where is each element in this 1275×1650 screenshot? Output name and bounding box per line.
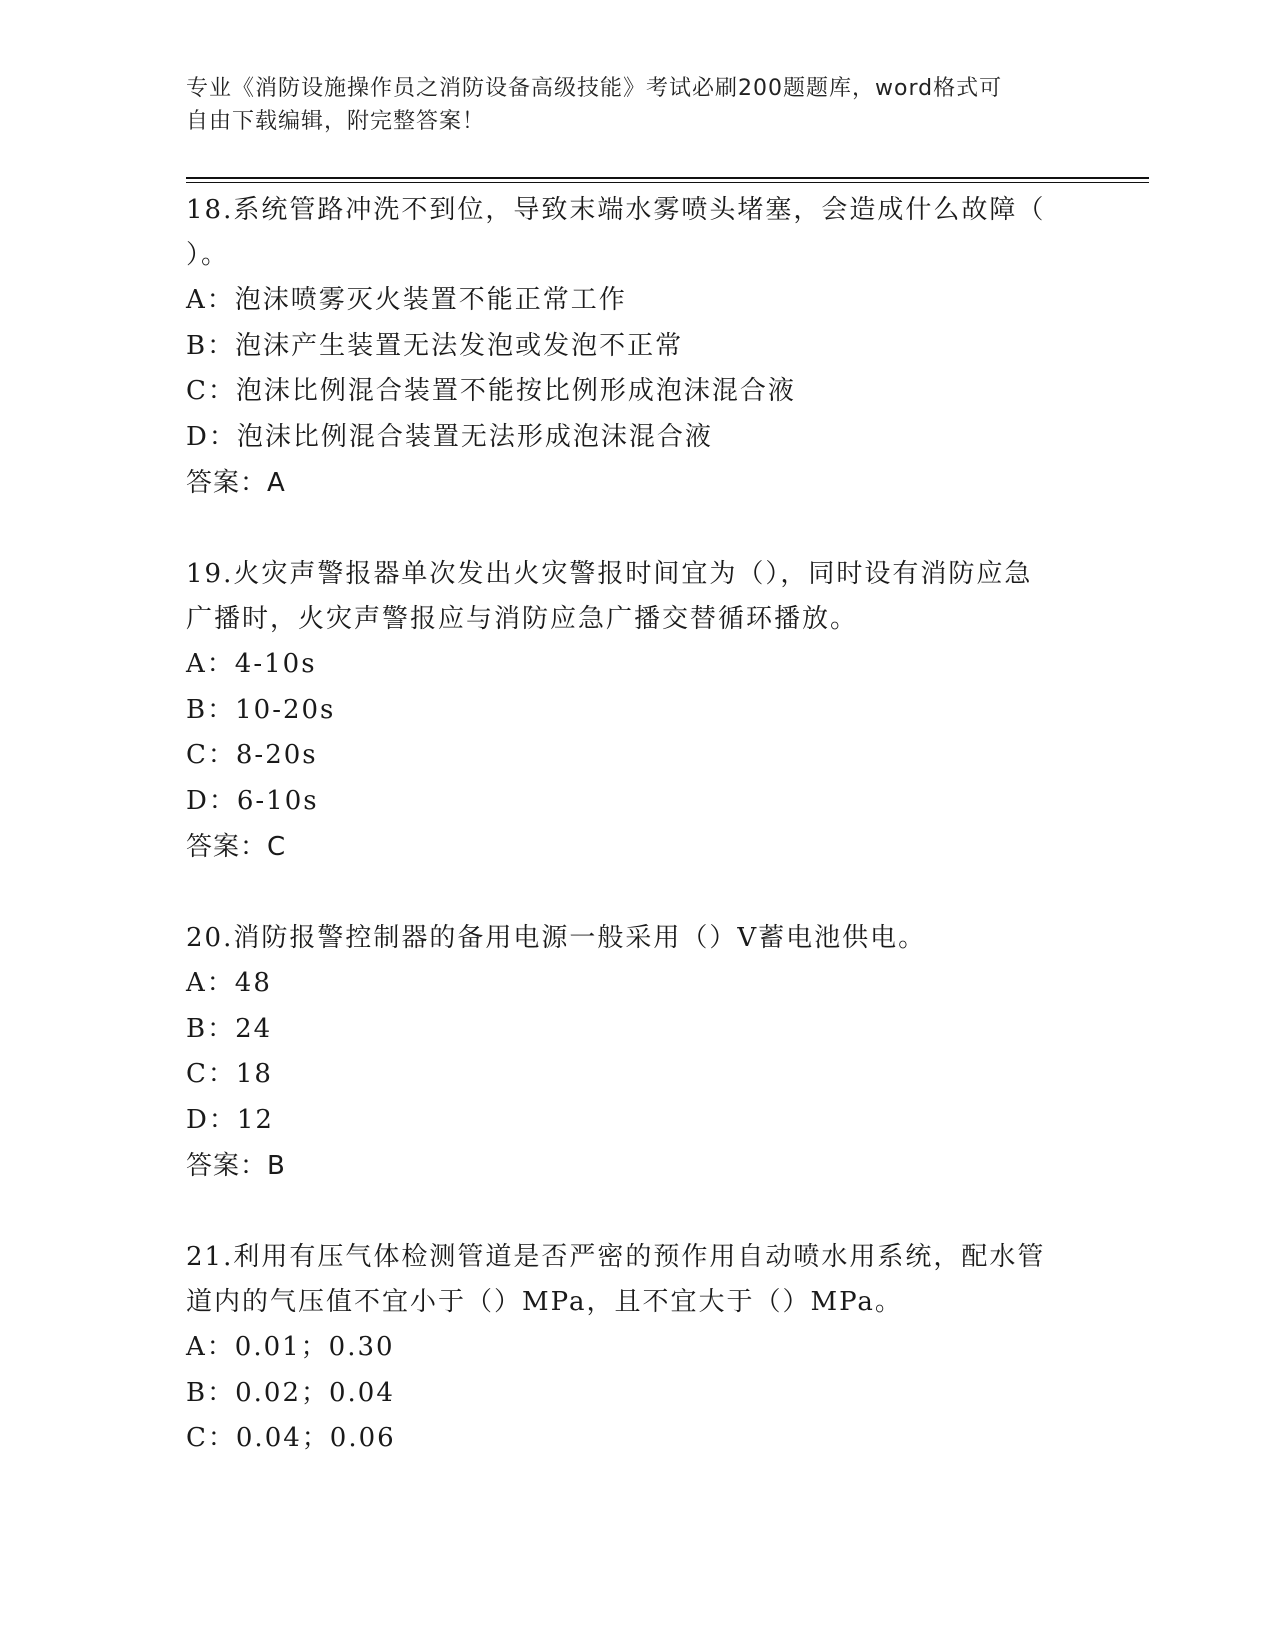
option-c: C：18: [186, 1059, 273, 1089]
option-a: A：0.01；0.30: [186, 1332, 395, 1362]
option-b: B：0.02；0.04: [186, 1377, 395, 1408]
header-title-line-1: 专业《消防设施操作员之消防设备高级技能》考试必刷200题题库，word格式可: [186, 76, 1003, 101]
option-d: D：12: [186, 1104, 274, 1135]
question-text-continued: 广播时，火灾声警报应与消防应急广播交替循环播放。: [186, 604, 859, 634]
option-d: D：泡沫比例混合装置无法形成泡沫混合液: [186, 421, 713, 452]
option-c: C：0.04；0.06: [186, 1423, 396, 1453]
answer-line: 答案：B: [186, 1151, 286, 1181]
option-b: B：泡沫产生装置无法发泡或发泡不正常: [186, 330, 684, 361]
option-a: A：4-10s: [186, 649, 317, 679]
question-text: 19.火灾声警报器单次发出火灾警报时间宜为（），同时设有消防应急: [186, 559, 1033, 589]
answer-line: 答案：A: [186, 468, 286, 498]
option-d: D：6-10s: [186, 785, 319, 816]
option-b: B：10-20s: [186, 694, 336, 725]
question-text: 20.消防报警控制器的备用电源一般采用（）V蓄电池供电。: [186, 923, 927, 953]
question-text: 18.系统管路冲洗不到位，导致末端水雾喷头堵塞，会造成什么故障（: [186, 195, 1046, 225]
question-item: [186, 188, 1086, 506]
option-c: C：8-20s: [186, 740, 318, 770]
option-c: C：泡沫比例混合装置不能按比例形成泡沫混合液: [186, 376, 796, 406]
option-b: B：24: [186, 1013, 273, 1044]
header-title-line-2: 自由下载编辑，附完整答案！: [186, 109, 486, 134]
option-a: A：48: [186, 968, 272, 998]
header-divider: [186, 177, 1149, 183]
option-a: A：泡沫喷雾灭火装置不能正常工作: [186, 285, 627, 315]
answer-line: 答案：C: [186, 832, 287, 862]
question-item: [186, 916, 1086, 1189]
question-text: 21.利用有压气体检测管道是否严密的预作用自动喷水用系统，配水管: [186, 1242, 1046, 1272]
document-header: [186, 72, 1066, 138]
question-list: [186, 188, 1086, 1508]
question-item: [186, 552, 1086, 870]
question-text-continued: ）。: [186, 240, 230, 270]
question-item: [186, 1235, 1086, 1462]
question-text-continued: 道内的气压值不宜小于（）MPa，且不宜大于（）MPa。: [186, 1287, 903, 1317]
